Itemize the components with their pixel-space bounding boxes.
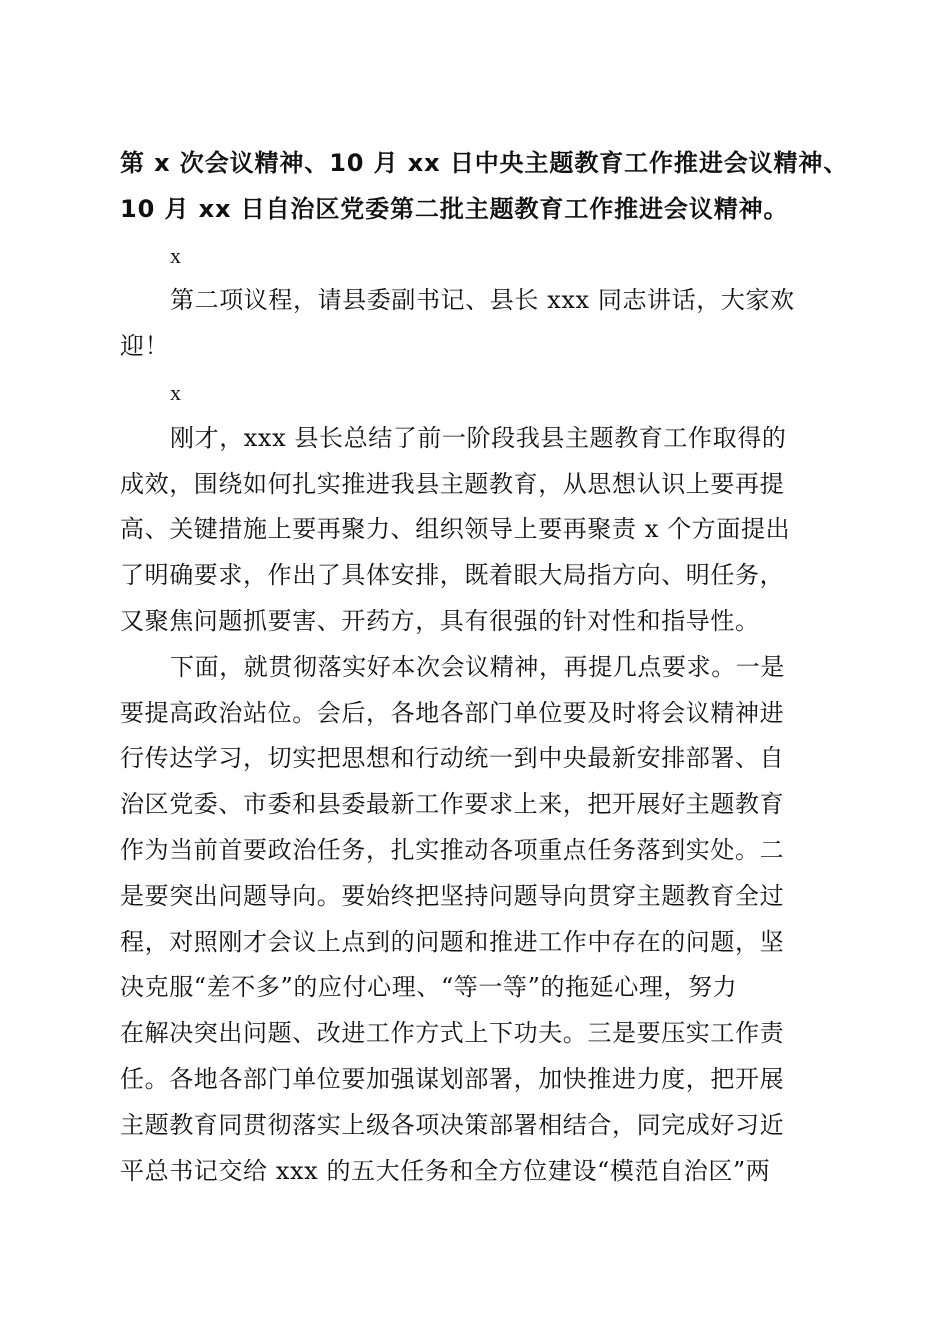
text-line: 要提高政治站位。会后，各地各部门单位要及时将会议精神进 (120, 698, 785, 727)
marker-text: x (170, 242, 182, 268)
text-line: 主题教育同贯彻落实上级各项决策部署相结合，同完成好习近 (120, 1110, 785, 1139)
text-line: 程，对照刚才会议上点到的问题和推进工作中存在的问题，坚 (120, 927, 785, 956)
text-line: 下面，就贯彻落实好本次会议精神，再提几点要求。一是 (170, 652, 785, 681)
text-line: 行传达学习，切实把思想和行动统一到中央最新安排部署、自 (120, 744, 785, 773)
text-line: 迎！ (120, 332, 170, 361)
document-body (120, 141, 849, 1194)
marker-text: x (170, 379, 182, 405)
text-line: 在解决突出问题、改进工作方式上下功夫。三是要压实工作责 (120, 1019, 785, 1048)
text-line: 刚才，xxx 县长总结了前一阶段我县主题教育工作取得的 (170, 423, 787, 452)
text-line: 决克服“差不多”的应付心理、“等一等”的拖延心理，努力 (120, 973, 738, 1002)
placeholder-marker (120, 233, 824, 279)
paragraph-requirements (120, 645, 824, 1195)
text-line: 了明确要求，作出了具体安排，既着眼大局指方向、明任务， (120, 561, 785, 590)
text-line: 任。各地各部门单位要加强谋划部署，加快推进力度，把开展 (120, 1064, 785, 1093)
paragraph-second-agenda (120, 278, 824, 370)
text-line: 成效，围绕如何扎实推进我县主题教育，从思想认识上要再提 (120, 469, 785, 498)
text-line: 10 月 xx 日自治区党委第二批主题教育工作推进会议精神。 (120, 194, 789, 223)
paragraph-meeting-spirit (120, 141, 849, 233)
paragraph-summary (120, 416, 824, 645)
text-line: 又聚焦问题抓要害、开药方，具有很强的针对性和指导性。 (120, 606, 760, 635)
text-line: 第 x 次会议精神、10 月 xx 日中央主题教育工作推进会议精神、 (120, 149, 849, 177)
placeholder-marker (120, 370, 824, 416)
text-line: 高、关键措施上要再聚力、组织领导上要再聚责 x 个方面提出 (120, 515, 791, 544)
text-line: 治区党委、市委和县委最新工作要求上来，把开展好主题教育 (120, 790, 785, 819)
text-line: 第二项议程，请县委副书记、县长 xxx 同志讲话，大家欢 (170, 286, 795, 315)
text-line: 是要突出问题导向。要始终把坚持问题导向贯穿主题教育全过 (120, 881, 785, 910)
text-line: 平总书记交给 xxx 的五大任务和全方位建设“模范自治区”两 (120, 1156, 771, 1185)
text-line: 作为当前首要政治任务，扎实推动各项重点任务落到实处。二 (120, 835, 785, 864)
